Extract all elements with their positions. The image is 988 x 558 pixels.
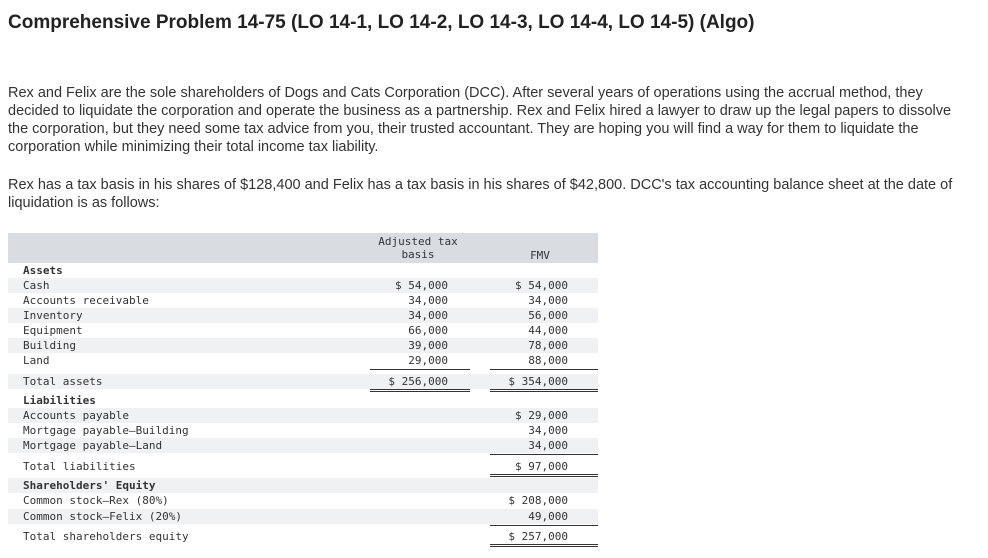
- row-basis: 34,000: [408, 309, 448, 322]
- table-row: [8, 438, 598, 453]
- basis-paragraph: Rex has a tax basis in his shares of $128,400 and Felix has a tax basis in his shares of $42,800. DCC's tax accounting balance sheet at the date of liquidation is as follows:: [8, 177, 953, 211]
- row-fmv: 34,000: [528, 424, 568, 437]
- subtotal-rule: [490, 369, 598, 370]
- row-label: Mortgage payable—Building: [23, 424, 189, 437]
- liabilities-heading: Liabilities: [23, 394, 96, 407]
- row-basis: 29,000: [408, 354, 448, 367]
- row-basis: 39,000: [408, 339, 448, 352]
- row-fmv: $ 354,000: [508, 375, 568, 388]
- row-label: Common stock—Rex (80%): [23, 494, 169, 507]
- balance-sheet-table: [8, 233, 600, 553]
- row-fmv: $ 257,000: [508, 530, 568, 543]
- row-label: Total liabilities: [23, 460, 136, 473]
- total-assets-row: [8, 374, 598, 389]
- table-row: [8, 338, 598, 353]
- row-label: Building: [23, 339, 76, 352]
- row-basis: 34,000: [408, 294, 448, 307]
- problem-title: Comprehensive Problem 14-75 (LO 14-1, LO 14-2, LO 14-3, LO 14-4, LO 14-5) (Algo): [8, 12, 755, 33]
- equity-heading: Shareholders' Equity: [23, 479, 156, 492]
- row-basis: 66,000: [408, 324, 448, 337]
- total-liabilities-row: [8, 459, 598, 474]
- row-label: Land: [23, 354, 50, 367]
- table-row: [8, 323, 598, 338]
- subtotal-rule: [490, 525, 598, 526]
- row-label: Equipment: [23, 324, 83, 337]
- total-double-rule: [370, 391, 470, 392]
- total-double-rule: [490, 389, 598, 390]
- row-label: Cash: [23, 279, 50, 292]
- row-basis: $ 256,000: [388, 375, 448, 388]
- scenario-paragraph: Rex and Felix are the sole shareholders of Dogs and Cats Corporation (DCC). After several years of operations using the accrual method, they decided to liquidate the corporation and operate the business as a partnership. Rex and Felix hired a lawyer to draw up the legal papers to dissolve the corporation, but they need some tax advice from you, their trusted accountant. They are hoping you will find a way for them to liquidate the corporation while minimizing their total income tax liability.: [8, 85, 952, 155]
- row-label: Inventory: [23, 309, 83, 322]
- table-row: [8, 293, 598, 308]
- header-fmv: FMV: [530, 249, 550, 262]
- total-double-rule: [490, 476, 598, 477]
- total-double-rule: [490, 544, 598, 545]
- row-fmv: $ 97,000: [515, 460, 568, 473]
- total-double-rule: [490, 474, 598, 475]
- row-fmv: 56,000: [528, 309, 568, 322]
- row-fmv: 88,000: [528, 354, 568, 367]
- row-fmv: $ 29,000: [515, 409, 568, 422]
- header-adjusted-tax-basis: Adjusted tax basis: [378, 235, 458, 261]
- row-label: Common stock—Felix (20%): [23, 510, 182, 523]
- total-double-rule: [490, 391, 598, 392]
- table-row: [8, 353, 598, 368]
- row-fmv: 78,000: [528, 339, 568, 352]
- row-label: Mortgage payable—Land: [23, 439, 163, 452]
- row-label: Accounts payable: [23, 409, 129, 422]
- table-row: [8, 308, 598, 323]
- row-fmv: 34,000: [528, 439, 568, 452]
- equity-heading-row: [8, 478, 598, 493]
- total-double-rule: [490, 546, 598, 547]
- table-row: [8, 493, 598, 508]
- subtotal-rule: [370, 369, 470, 370]
- subtotal-rule: [490, 454, 598, 455]
- row-fmv: $ 208,000: [508, 494, 568, 507]
- row-fmv: 49,000: [528, 510, 568, 523]
- table-row: [8, 278, 598, 293]
- row-label: Accounts receivable: [23, 294, 149, 307]
- row-fmv: 44,000: [528, 324, 568, 337]
- row-fmv: $ 54,000: [515, 279, 568, 292]
- row-label: Total assets: [23, 375, 103, 388]
- row-fmv: 34,000: [528, 294, 568, 307]
- assets-heading-row: [8, 263, 598, 278]
- table-row: [8, 408, 598, 423]
- table-row: [8, 423, 598, 438]
- row-label: Total shareholders equity: [23, 530, 189, 543]
- row-basis: $ 54,000: [395, 279, 448, 292]
- assets-heading: Assets: [23, 264, 63, 277]
- total-double-rule: [370, 389, 470, 390]
- total-equity-row: [8, 529, 598, 544]
- table-row: [8, 509, 598, 524]
- liabilities-heading-row: [8, 393, 598, 408]
